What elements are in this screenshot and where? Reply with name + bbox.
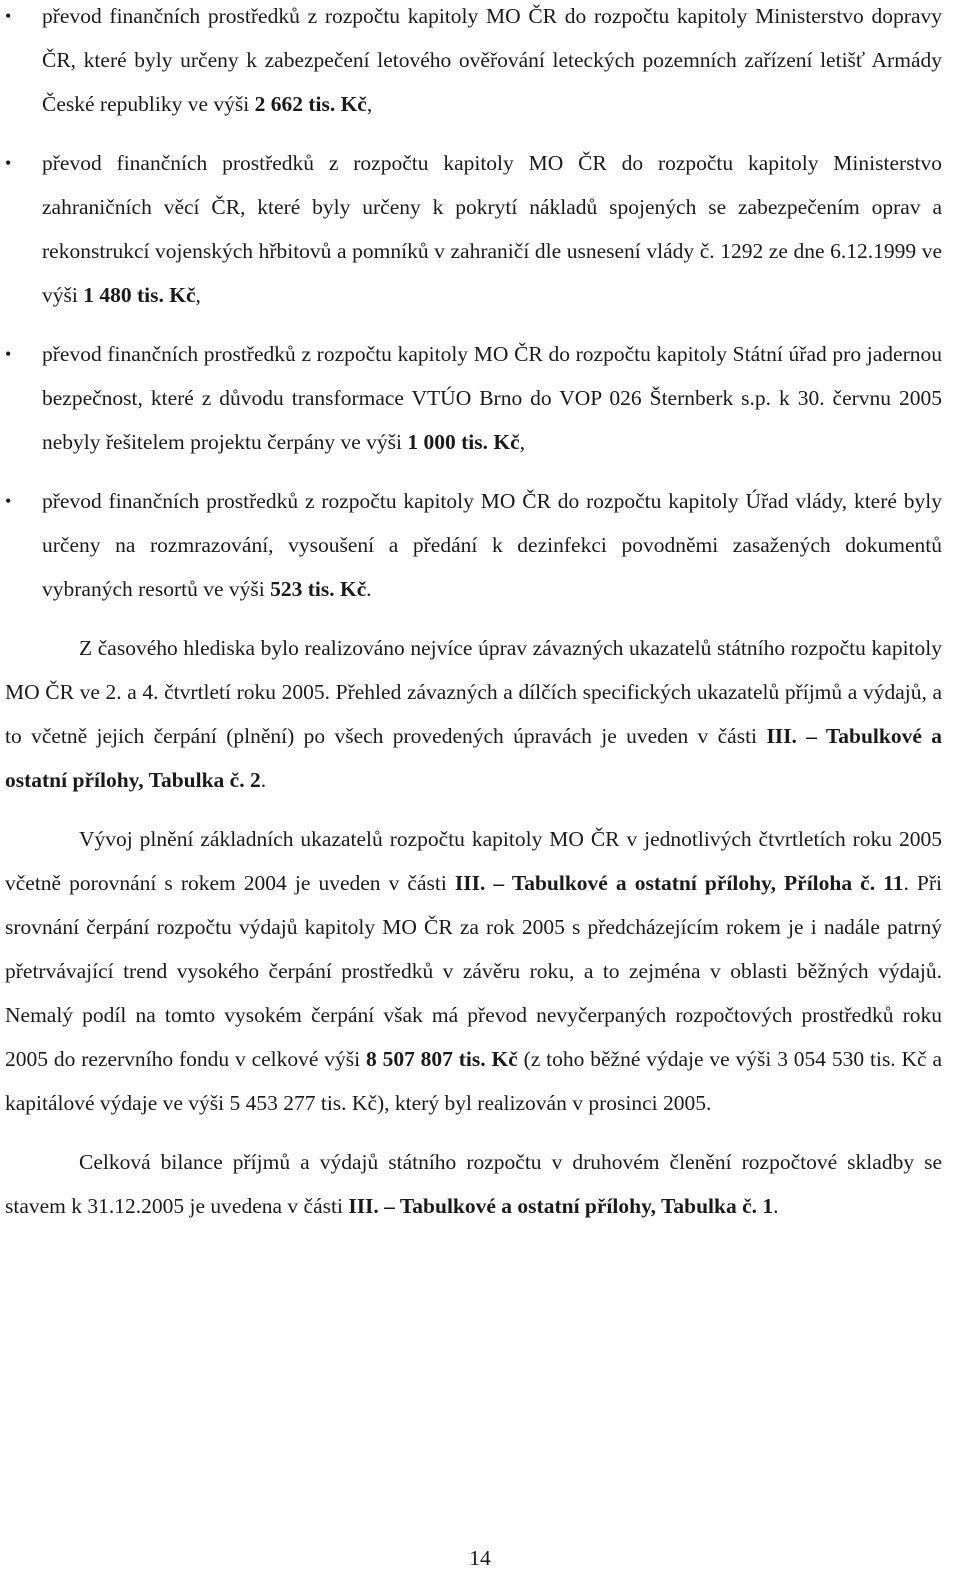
bullet-icon: • bbox=[5, 344, 12, 364]
list-item-amount: 1 480 tis. Kč bbox=[83, 283, 196, 307]
paragraph-text: Z časového hlediska bylo realizováno nejvíce úprav závazných ukazatelů státního rozpočtu kapitoly MO ČR ve 2. a 4. čtvrtletí roku 2005. Přehled závazných a dílčích specifických ukazatelů příjmů a výdajů, a to včetně jejich čerpání (plnění) po všech provedených úpravách je uveden v části bbox=[5, 636, 942, 748]
paragraph-text: (z toho běžné výdaje ve výši 3 054 530 tis. Kč a kapitálové výdaje ve výši 5 453 277 tis. Kč), který byl realizován v prosinci 2005. bbox=[5, 1047, 942, 1115]
list-item-text: převod finančních prostředků z rozpočtu kapitoly MO ČR do rozpočtu kapitoly Úřad vlády, které byly určeny na rozmrazování, vysoušení a předání k dezinfekci povodněmi zasažených dokumentů vybraných resortů ve výši bbox=[42, 489, 942, 601]
paragraph-reference: III. – Tabulkové a ostatní přílohy, Příloha č. 11 bbox=[454, 871, 904, 895]
bullet-icon: • bbox=[5, 153, 12, 173]
page-number: 14 bbox=[469, 1546, 491, 1570]
bullet-icon: • bbox=[5, 491, 12, 511]
list-item-tail: . bbox=[366, 577, 372, 601]
transfer-list bbox=[5, 0, 942, 611]
paragraph-total-balance bbox=[5, 1140, 942, 1228]
list-item-tail: , bbox=[195, 283, 201, 307]
paragraph-text: Celková bilance příjmů a výdajů státního rozpočtu v druhovém členění rozpočtové skladby se stavem k 31.12.2005 je uvedena v části bbox=[5, 1150, 942, 1218]
paragraph-reference: III. – Tabulkové a ostatní přílohy, Tabulka č. 1 bbox=[348, 1194, 774, 1218]
list-item-tail: , bbox=[366, 92, 373, 116]
paragraph-text: Vývoj plnění základních ukazatelů rozpočtu kapitoly MO ČR v jednotlivých čtvrtletích roku 2005 včetně porovnání s rokem 2004 je uveden v části bbox=[5, 827, 942, 895]
list-item bbox=[5, 0, 942, 126]
list-item-text: převod finančních prostředků z rozpočtu kapitoly MO ČR do rozpočtu kapitoly Ministerstvo dopravy ČR, které byly určeny k zabezpečení letového ověřování leteckých pozemních zařízení letišť Armády České republiky ve výši bbox=[42, 4, 942, 116]
paragraph-amount: 8 507 807 tis. Kč bbox=[365, 1047, 518, 1071]
list-item-amount: 1 000 tis. Kč bbox=[407, 430, 520, 454]
paragraph-text: . bbox=[773, 1194, 779, 1218]
list-item bbox=[5, 332, 942, 464]
document-page bbox=[5, 0, 942, 1243]
paragraph-budget-development bbox=[5, 817, 942, 1125]
list-item-text: převod finančních prostředků z rozpočtu kapitoly MO ČR do rozpočtu kapitoly Ministerstvo zahraničních věcí ČR, které byly určeny k pokrytí nákladů spojených se zabezpečením oprav a rekonstrukcí vojenských hřbitovů a pomníků v zahraničí dle usnesení vlády č. 1292 ze dne 6.12.1999 ve výši bbox=[42, 151, 942, 307]
list-item-amount: 2 662 tis. Kč bbox=[254, 92, 367, 116]
paragraph-text: . bbox=[260, 768, 267, 792]
paragraph-reference: III. – Tabulkové a ostatní přílohy, Tabulka č. 2 bbox=[5, 724, 942, 792]
paragraph-text: . Při srovnání čerpání rozpočtu výdajů kapitoly MO ČR za rok 2005 s předcházejícím rokem je i nadále patrný přetrvávající trend vysokého čerpání prostředků v závěru roku, a to zejména v oblasti běžných výdajů. Nemalý podíl na tomto vysokém čerpání však má převod nevyčerpaných rozpočtových prostředků roku 2005 do rezervního fondu v celkové výši bbox=[5, 871, 942, 1071]
list-item-text: převod finančních prostředků z rozpočtu kapitoly MO ČR do rozpočtu kapitoly Státní úřad pro jadernou bezpečnost, které z důvodu transformace VTÚO Brno do VOP 026 Šternberk s.p. k 30. červnu 2005 nebyly řešitelem projektu čerpány ve výši bbox=[42, 342, 942, 454]
paragraph-quarterly-overview bbox=[5, 626, 942, 802]
bullet-icon: • bbox=[5, 6, 12, 26]
list-item bbox=[5, 479, 942, 611]
list-item-amount: 523 tis. Kč bbox=[270, 577, 367, 601]
list-item-tail: , bbox=[519, 430, 526, 454]
list-item bbox=[5, 141, 942, 317]
